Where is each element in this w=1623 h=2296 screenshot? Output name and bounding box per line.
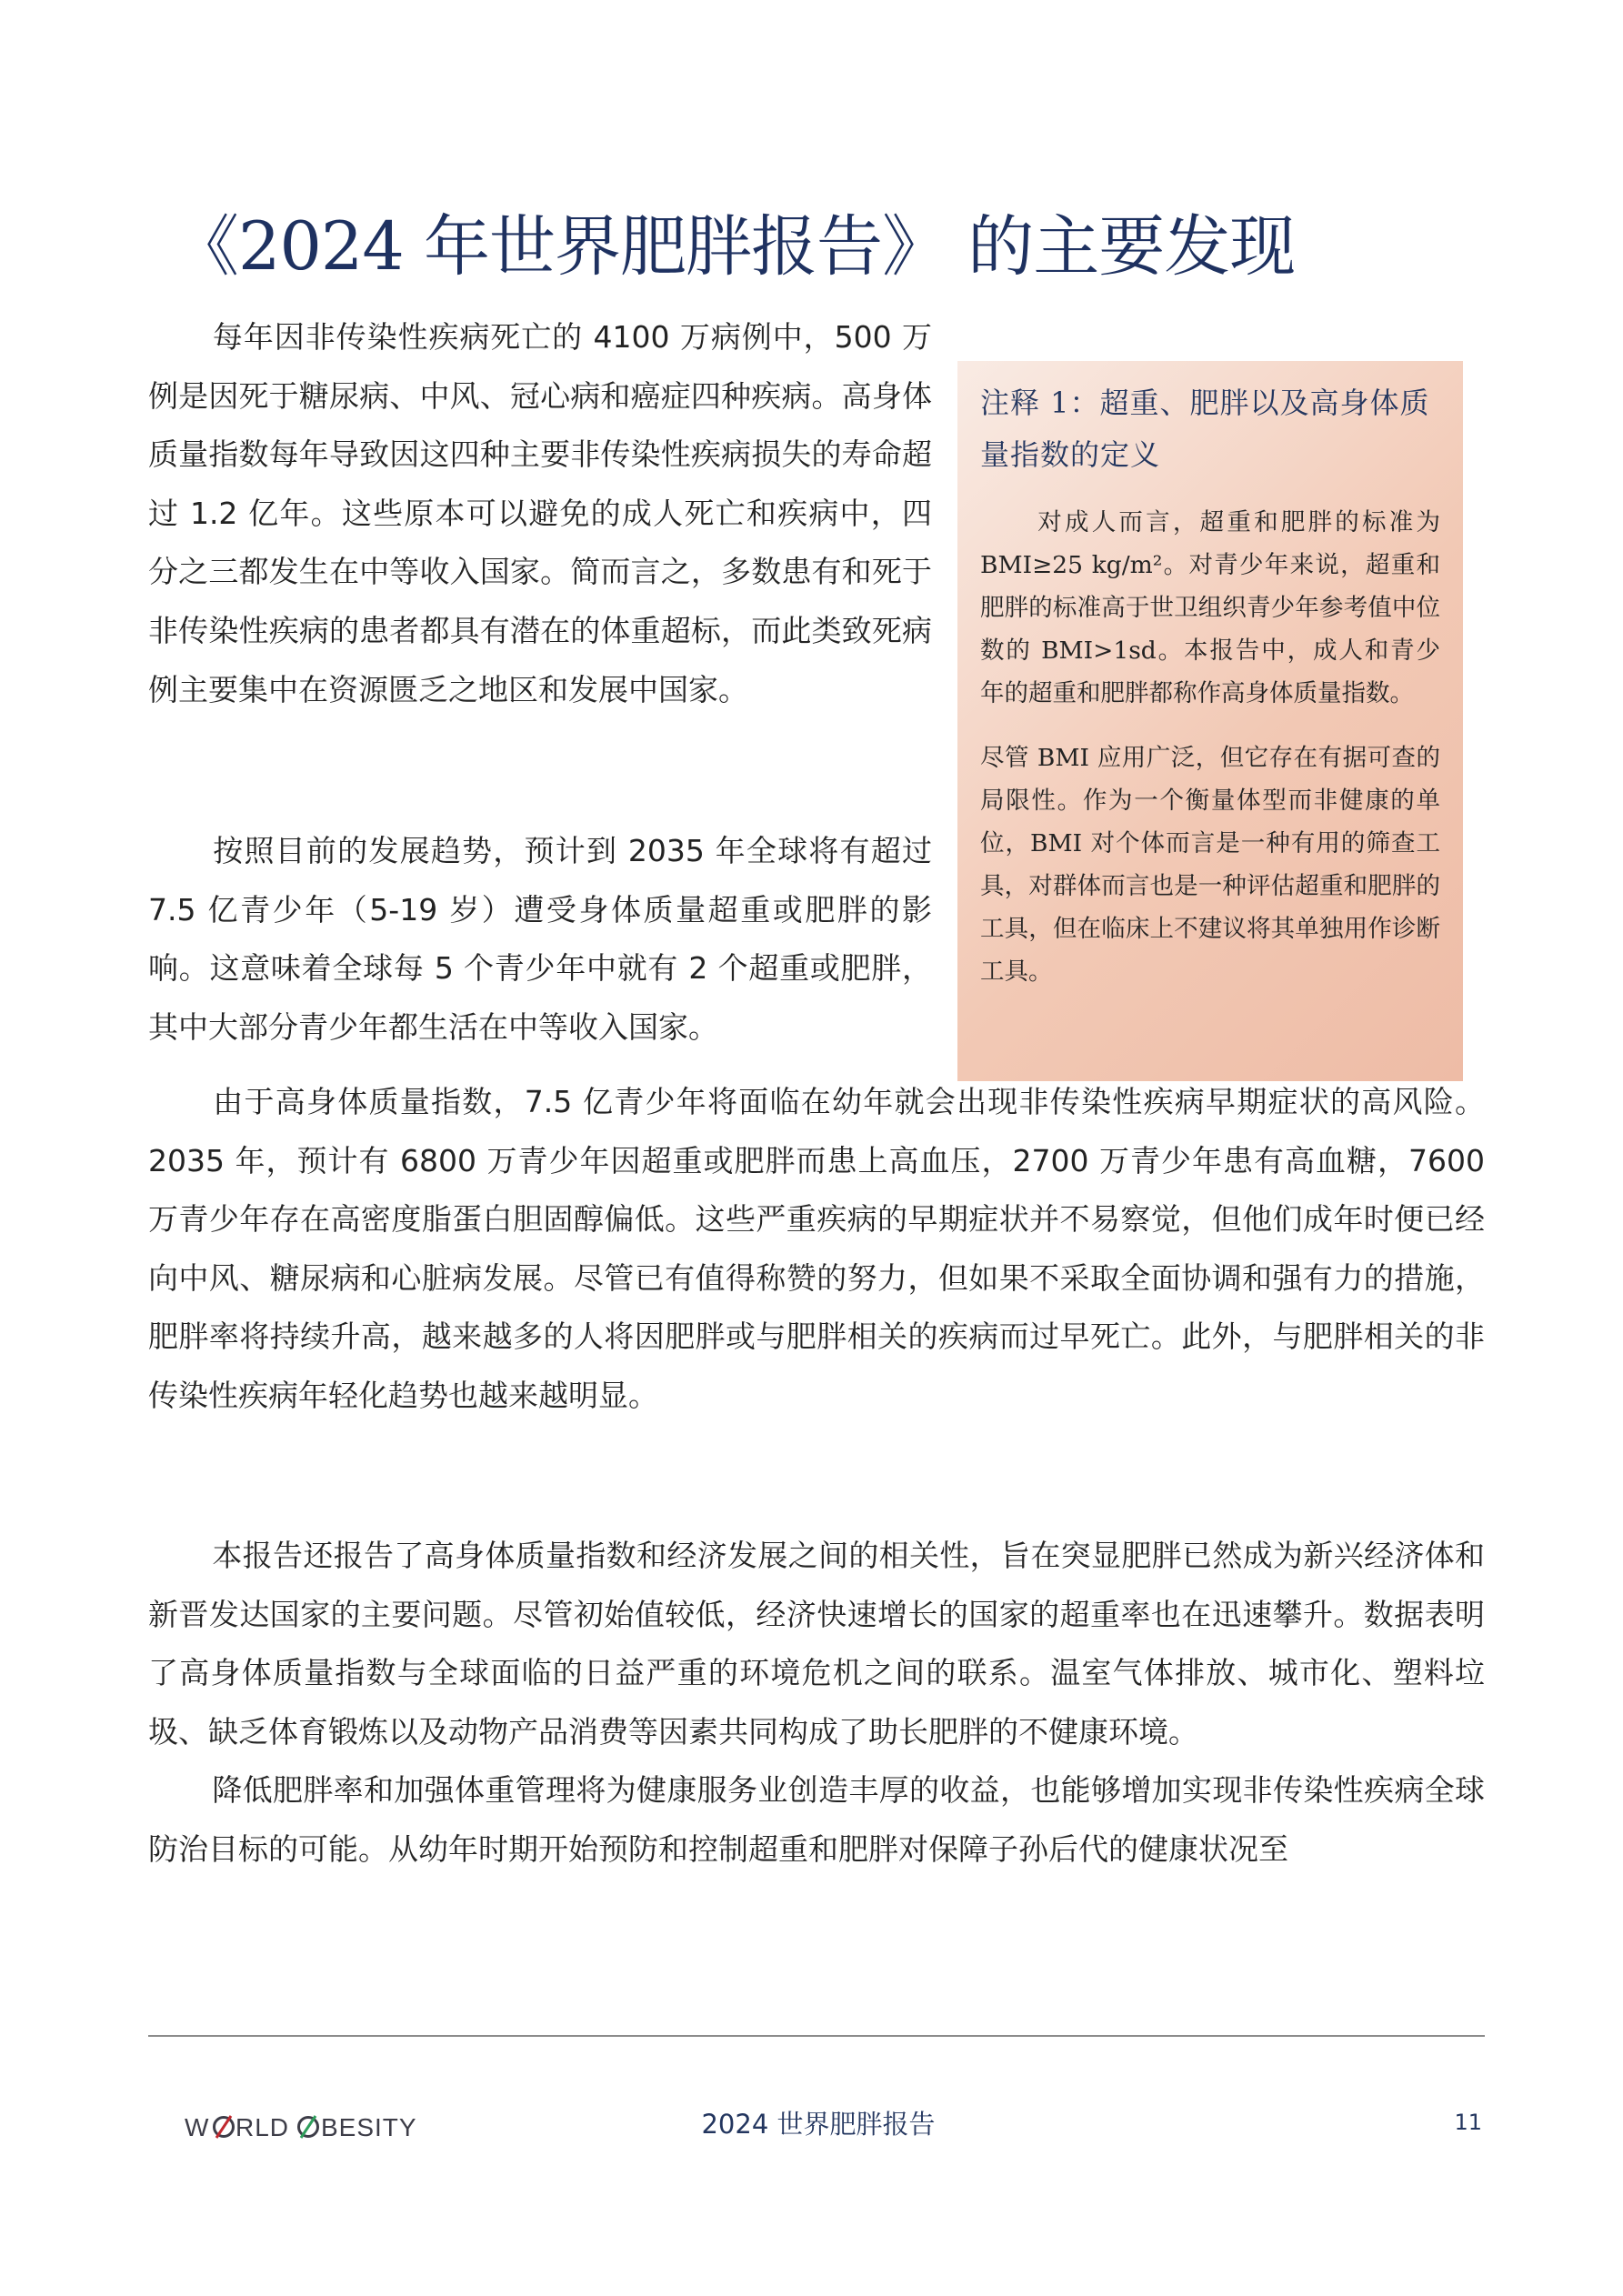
note-box	[957, 361, 1463, 1081]
body-paragraph-5	[148, 1761, 1485, 1879]
note-paragraph-1	[980, 501, 1440, 715]
body-paragraph-4	[148, 1527, 1485, 1761]
paragraph-text: 每年因非传染性疾病死亡的 4100 万病例中，500 万例是因死于糖尿病、中风、冠心病和癌症四种疾病。高身体质量指数每年导致因这四种主要非传染性疾病损失的寿命超过 1.2 亿年。这些原本可以避免的成人死亡和疾病中，四分之三都发生在中等收入国家。简而言之，多数患有和死于非传染性疾病的患者都具有潜在的体重超标，而此类致死病例主要集中在资源匮乏之地区和发展中国家。	[148, 319, 932, 707]
note-paragraph-2: 尽管 BMI 应用广泛，但它存在有据可查的局限性。作为一个衡量体型而非健康的单位，BMI 对个体而言是一种有用的筛查工具，对群体而言也是一种评估超重和肥胖的工具，但在临床上不建议将其单独用作诊断工具。	[980, 744, 1440, 986]
paragraph-text: 按照目前的发展趋势，预计到 2035 年全球将有超过 7.5 亿青少年（5-19 岁）遭受身体质量超重或肥胖的影响。这意味着全球每 5 个青少年中就有 2 个超重或肥胖，其中大部分青少年都生活在中等收入国家。	[148, 833, 932, 1045]
svg-text:BESITY: BESITY	[321, 2113, 417, 2141]
paragraph-text: 降低肥胖率和加强体重管理将为健康服务业创造丰厚的收益，也能够增加实现非传染性疾病全球防治目标的可能。从幼年时期开始预防和控制超重和肥胖对保障子孙后代的健康状况至	[148, 1772, 1485, 1867]
body-paragraph-3	[148, 1073, 1485, 1426]
svg-text:RLD: RLD	[235, 2113, 290, 2141]
note-text: 对成人而言，超重和肥胖的标准为 BMI≥25 kg/m²。对青少年来说，超重和肥胖的标准高于世卫组织青少年参考值中位数的 BMI>1sd。本报告中，成人和青少年的超重和肥胖都称作高身体质量指数。	[980, 508, 1440, 707]
body-paragraph-1	[148, 308, 932, 719]
paragraph-text: 本报告还报告了高身体质量指数和经济发展之间的相关性，旨在突显肥胖已然成为新兴经济体和新晋发达国家的主要问题。尽管初始值较低，经济快速增长的国家的超重率也在迅速攀升。数据表明了高身体质量指数与全球面临的日益严重的环境危机之间的联系。温室气体排放、城市化、塑料垃圾、缺乏体育锻炼以及动物产品消费等因素共同构成了助长肥胖的不健康环境。	[148, 1538, 1485, 1750]
paragraph-text: 由于高身体质量指数，7.5 亿青少年将面临在幼年就会出现非传染性疾病早期症状的高风险。2035 年，预计有 6800 万青少年因超重或肥胖而患上高血压，2700 万青少年患有高血糖，7600 万青少年存在高密度脂蛋白胆固醇偏低。这些严重疾病的早期症状并不易察觉，但他们成年时便已经向中风、糖尿病和心脏病发展。尽管已有值得称赞的努力，但如果不采取全面协调和强有力的措施，肥胖率将持续升高，越来越多的人将因肥胖或与肥胖相关的疾病而过早死亡。此外，与肥胖相关的非传染性疾病年轻化趋势也越来越明显。	[148, 1084, 1485, 1413]
page-number: 11	[1454, 2110, 1482, 2135]
footer-report-title: 2024 世界肥胖报告	[701, 2109, 936, 2140]
svg-text:W: W	[185, 2113, 210, 2141]
footer-divider	[148, 2035, 1485, 2037]
page-title: 《2024 年世界肥胖报告》 的主要发现	[173, 208, 1296, 286]
body-paragraph-2	[148, 822, 932, 1057]
note-title: 注释 1：超重、肥胖以及高身体质量指数的定义	[980, 386, 1430, 472]
world-obesity-logo	[185, 2108, 430, 2144]
